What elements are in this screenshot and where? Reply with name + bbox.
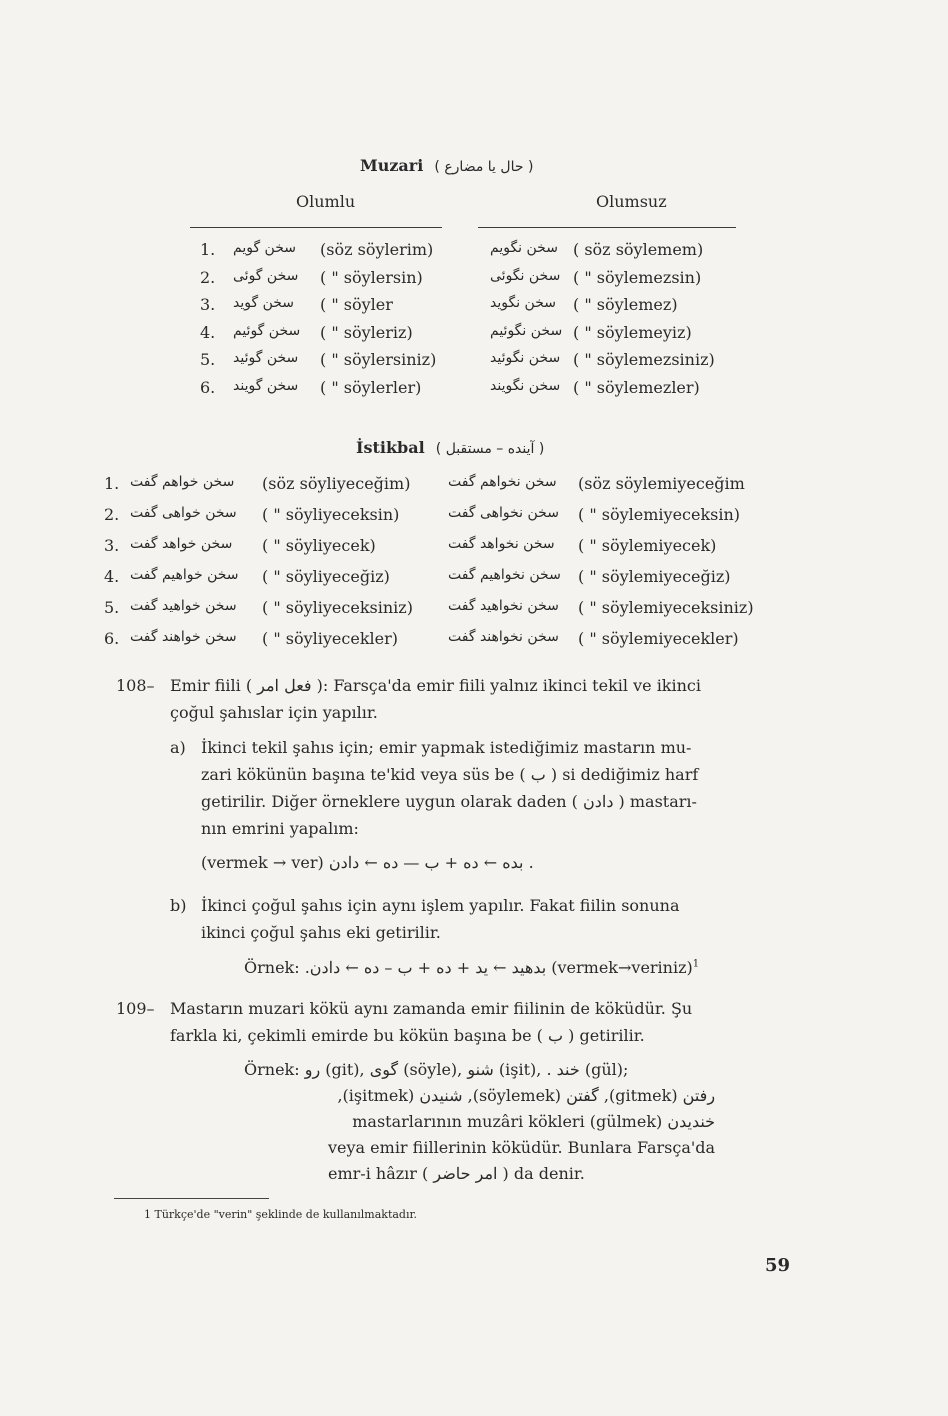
muzari-title-arabic: ( حال یا مضارع ) <box>434 159 534 175</box>
column-header-olumlu: Olumlu <box>296 192 356 211</box>
positive-arabic: سخن خواهند گفت <box>130 629 237 645</box>
section-109-line: farkla ki, çekimli emirde bu kökün başına be ( ب ) getirilir. <box>170 1026 645 1045</box>
positive-arabic: سخن گوئی <box>233 267 299 284</box>
positive-arabic: سخن گویند <box>233 377 299 394</box>
positive-turkish: ( " söyleriz) <box>320 322 413 342</box>
istikbal-row <box>0 536 948 560</box>
muzari-row <box>0 240 948 264</box>
item-b-label: b) <box>170 896 187 915</box>
negative-arabic: سخن نخواهید گفت <box>448 598 559 614</box>
positive-arabic: سخن خواهیم گفت <box>130 567 239 583</box>
positive-turkish: ( " söylerler) <box>320 377 422 397</box>
negative-turkish: ( " söylemiyeceksiniz) <box>578 598 754 617</box>
positive-arabic: سخن گوید <box>233 295 295 311</box>
positive-arabic: سخن خواهید گفت <box>130 598 237 614</box>
negative-arabic: سخن نگوئی <box>490 267 561 284</box>
positive-arabic: سخن خواهی گفت <box>130 505 237 521</box>
muzari-row <box>0 268 948 292</box>
row-number: 5. <box>200 350 216 369</box>
negative-arabic: سخن نگوئید <box>490 350 561 366</box>
row-number: 1. <box>200 240 216 259</box>
istikbal-title: İstikbal <box>356 438 425 457</box>
row-number: 6. <box>200 377 216 397</box>
footnote: 1 Türkçe'de "verin" şeklinde de kullanılmaktadır. <box>144 1208 418 1221</box>
negative-turkish: ( " söylemiyeceğiz) <box>578 567 731 586</box>
row-number: 1. <box>104 474 120 493</box>
footnote-marker: 1 <box>692 958 700 970</box>
negative-turkish: (söz söylemiyeceğim <box>578 474 745 493</box>
positive-turkish: ( " söylersiniz) <box>320 350 437 369</box>
section-109-examples <box>244 1057 715 1187</box>
negative-arabic: سخن نخواهی گفت <box>448 505 559 521</box>
row-number: 5. <box>104 598 120 617</box>
negative-turkish: ( söz söylemem) <box>573 240 704 259</box>
positive-arabic: سخن خواهد گفت <box>130 536 233 552</box>
column-rule-left <box>190 227 442 228</box>
istikbal-row <box>0 629 948 653</box>
muzari-row <box>0 295 948 319</box>
positive-turkish: ( " söyler <box>320 295 393 314</box>
positive-turkish: ( " söyliyeceksiniz) <box>262 598 413 617</box>
positive-arabic: سخن گویم <box>233 240 296 256</box>
section-109-line: Mastarın muzari kökü aynı zamanda emir fiilinin de köküdür. Şu <box>170 999 693 1018</box>
positive-turkish: ( " söyliyeceksin) <box>262 505 400 524</box>
negative-turkish: ( " söylemezsiniz) <box>573 350 715 369</box>
negative-arabic: سخن نخواهم گفت <box>448 474 557 490</box>
row-number: 4. <box>104 567 120 586</box>
section-109-number: 109– <box>116 999 155 1018</box>
item-a-line: nın emrini yapalım: <box>201 819 359 838</box>
item-a-line: getirilir. Diğer örneklere uygun olarak daden ( دادن ) mastarı- <box>201 792 697 811</box>
row-number: 3. <box>104 536 120 555</box>
section-109-example-line: Örnek: رو (git), گوی (söyle), شنو (işit), . خند (gül); <box>244 1060 629 1079</box>
positive-arabic: سخن گوئید <box>233 350 299 366</box>
section-109-example-line: emr-i hâzır ( امر حاضر ) da denir. <box>328 1164 585 1183</box>
negative-turkish: ( " söylemiyecekler) <box>578 629 739 648</box>
istikbal-row <box>0 505 948 529</box>
istikbal-title-arabic: ( آینده – مستقبل ) <box>435 441 545 457</box>
item-a-line: zari kökünün başına te'kid veya süs be ( ب ) si dediğimiz harf <box>201 765 699 784</box>
negative-arabic: سخن نگویند <box>490 377 561 394</box>
negative-turkish: ( " söylemiyeceksin) <box>578 505 741 524</box>
negative-turkish: ( " söylemezsin) <box>573 267 702 287</box>
istikbal-row <box>0 567 948 591</box>
row-number: 3. <box>200 295 216 314</box>
item-a-line: İkinci tekil şahıs için; emir yapmak istediğimiz mastarın mu- <box>201 738 692 757</box>
muzari-row <box>0 378 948 402</box>
section-109-example-line: خندیدن (gülmek) mastarlarının muzâri kökleri <box>352 1112 716 1131</box>
row-number: 4. <box>200 322 216 342</box>
positive-turkish: ( " söyliyeceğiz) <box>262 567 390 586</box>
section-108-intro <box>170 672 701 726</box>
item-b-line: İkinci çoğul şahıs için aynı işlem yapılır. Fakat fiilin sonuna <box>201 896 680 915</box>
item-b-text <box>201 892 680 946</box>
item-a-label: a) <box>170 738 186 757</box>
positive-turkish: ( " söylersin) <box>320 267 423 287</box>
negative-arabic: سخن نخواهند گفت <box>448 629 559 645</box>
negative-turkish: ( " söylemiyecek) <box>578 536 717 555</box>
positive-turkish: ( " söyliyecekler) <box>262 629 398 648</box>
item-b-example-text: Örnek: .بدهید ← ید + ده + ب – ده ← دادن (vermek→veriniz) <box>244 958 693 977</box>
negative-turkish: ( " söylemez) <box>573 295 678 314</box>
istikbal-row <box>0 598 948 622</box>
row-number: 2. <box>200 267 216 287</box>
section-109-example-line: رفتن (gitmek), گفتن (söylemek), شنیدن (işitmek), <box>337 1086 716 1105</box>
negative-arabic: سخن نخواهد گفت <box>448 536 555 552</box>
section-108-number: 108– <box>116 676 155 695</box>
muzari-heading <box>360 156 533 175</box>
muzari-row <box>0 350 948 374</box>
row-number: 6. <box>104 629 120 648</box>
positive-arabic: سخن خواهم گفت <box>130 474 235 490</box>
negative-arabic: سخن نگوئیم <box>490 322 563 339</box>
item-b-example <box>244 958 699 977</box>
negative-arabic: سخن نگوید <box>490 295 556 311</box>
section-109-intro <box>170 995 692 1049</box>
negative-turkish: ( " söylemezler) <box>573 377 700 397</box>
istikbal-row <box>0 474 948 498</box>
positive-turkish: (söz söylerim) <box>320 240 434 259</box>
item-b-line: ikinci çoğul şahıs eki getirilir. <box>201 923 441 942</box>
positive-arabic: سخن گوئیم <box>233 322 301 339</box>
istikbal-heading <box>356 438 544 457</box>
section-109-example-line: veya emir fiillerinin köküdür. Bunlara Farsça'da <box>328 1138 716 1157</box>
positive-turkish: (söz söyliyeceğim) <box>262 474 411 493</box>
muzari-title: Muzari <box>360 156 424 175</box>
section-108-line: çoğul şahıslar için yapılır. <box>170 703 378 722</box>
muzari-row <box>0 323 948 347</box>
item-a-text <box>201 734 698 842</box>
column-rule-right <box>478 227 736 228</box>
row-number: 2. <box>104 505 120 524</box>
page-number: 59 <box>765 1255 791 1276</box>
negative-arabic: سخن نگویم <box>490 240 558 256</box>
section-108-line: Emir fiili ( فعل امر ): Farsça'da emir fiili yalnız ikinci tekil ve ikinci <box>170 676 701 695</box>
item-a-example: . بده ← ده + ب — ده ← دادن (vermek → ver) <box>201 853 534 872</box>
footnote-rule <box>114 1198 269 1199</box>
column-header-olumsuz: Olumsuz <box>596 192 667 211</box>
positive-turkish: ( " söyliyecek) <box>262 536 376 555</box>
negative-arabic: سخن نخواهیم گفت <box>448 567 561 583</box>
negative-turkish: ( " söylemeyiz) <box>573 322 692 342</box>
